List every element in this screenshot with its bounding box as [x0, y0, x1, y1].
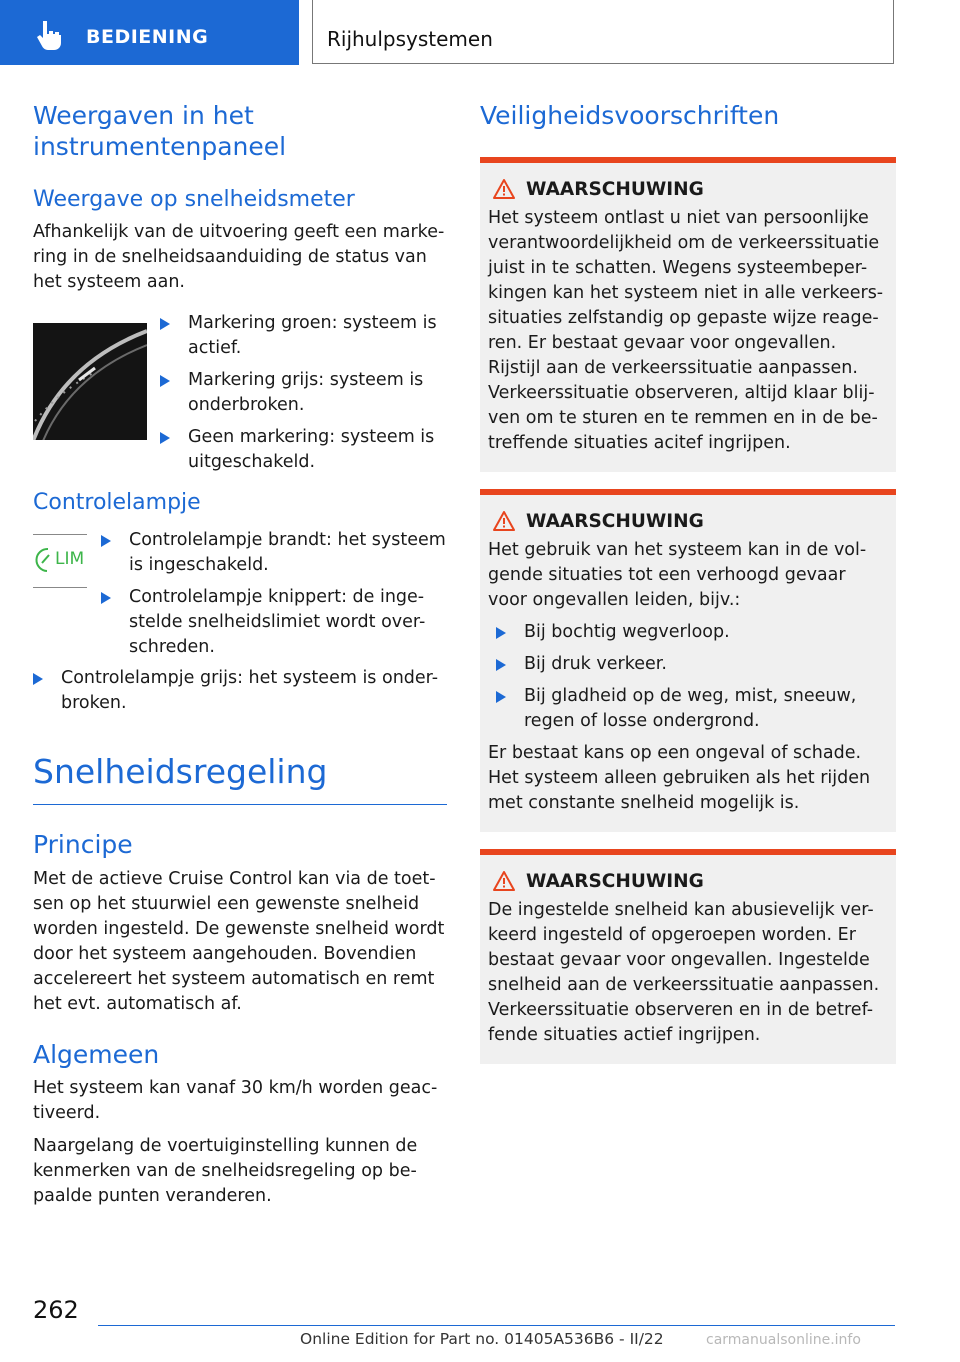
list-item: Controlelampje grijs: het systeem is onder- broken. — [33, 666, 447, 716]
lamp-label: LIM — [55, 549, 85, 569]
warning-text: De ingestelde snelheid kan abusievelijk ver- keerd ingesteld of opgeroepen worden. Er bestaat gevaar voor ongevallen. Ingestelde snelheid aan de verkeerssituatie aanpassen. Verkeerssituatie observeren en in de betref- fende situaties actief ingrijpen. — [488, 900, 880, 1045]
bullet-triangle-icon — [496, 627, 506, 639]
section-title: Rijhulpsystemen — [327, 27, 493, 51]
list-item: Bij bochtig wegverloop. — [496, 620, 888, 645]
bullet-triangle-icon — [101, 592, 111, 604]
speedometer-marking-icon — [33, 323, 147, 440]
bullet-triangle-icon — [496, 691, 506, 703]
warning-title: WAARSCHUWING — [488, 177, 888, 202]
hand-pointer-icon — [34, 16, 68, 50]
bullet-triangle-icon — [160, 375, 170, 387]
general-text-1: Het systeem kan vanaf 30 km/h worden geac- tiveerd. — [33, 1078, 438, 1123]
general-text-2: Naargelang de voertuiginstelling kunnen de kenmerken van de snelheidsregeling op be- paalde punten veranderen. — [33, 1136, 418, 1206]
list-item: Markering grijs: systeem is onderbroken. — [160, 368, 447, 418]
list-item: Bij druk verkeer. — [496, 652, 888, 677]
list-item: Controlelampje brandt: het systeem is ingeschakeld. — [101, 528, 447, 578]
speedometer-image — [33, 323, 147, 440]
heading-safety: Veiligheidsvoorschriften — [480, 101, 780, 130]
heading-speedometer: Weergave op snelheidsmeter — [33, 187, 355, 212]
warning-triangle-icon — [492, 178, 516, 200]
bullet-triangle-icon — [160, 318, 170, 330]
warning-title: WAARSCHUWING — [488, 509, 888, 534]
warning-triangle-icon — [492, 870, 516, 892]
heading-main: Snelheidsregeling — [33, 752, 328, 791]
warning-text: Het gebruik van het systeem kan in de vol- gende situaties tot een verhoogd gevaar voor ongevallen leiden, bijv.: — [488, 540, 867, 610]
watermark-text: carmanualsonline.info — [706, 1332, 861, 1348]
warning-text: Er bestaat kans op een ongeval of schade. Het systeem alleen gebruiken als het rijden met constante snelheid mogelijk is. — [488, 743, 871, 813]
heading-lamp: Controlelampje — [33, 490, 201, 515]
lamp-block — [33, 528, 447, 666]
left-column — [33, 100, 447, 1209]
bullet-triangle-icon — [33, 673, 43, 685]
warning-box — [480, 157, 896, 472]
chapter-tab[interactable] — [0, 0, 299, 65]
bullet-triangle-icon — [496, 659, 506, 671]
list-item: Markering groen: systeem is actief. — [160, 311, 447, 361]
heading-principle: Principe — [33, 830, 133, 859]
list-item: Geen markering: systeem is uitgeschakeld. — [160, 425, 447, 475]
section-tab[interactable] — [312, 0, 894, 64]
page-number: 262 — [33, 1296, 79, 1324]
warning-title: WAARSCHUWING — [488, 869, 888, 894]
edition-text: Online Edition for Part no. 01405A536B6 - II/22 — [300, 1330, 664, 1348]
speedometer-block — [33, 311, 447, 481]
speed-limiter-icon — [35, 547, 57, 573]
list-item: Bij gladheid op de weg, mist, sneeuw, regen of losse ondergrond. — [496, 684, 888, 734]
bullet-triangle-icon — [160, 432, 170, 444]
list-item: Controlelampje knippert: de inge- stelde snelheidslimiet wordt over- schreden. — [101, 585, 447, 660]
right-column — [480, 100, 896, 1064]
warning-text: Het systeem ontlast u niet van persoonlijke verantwoordelijkheid om de verkeerssituatie juist in te schatten. Wegens systeembeper- kingen kan het systeem niet in alle verkeers- situaties zelfstandig op gepaste wijze reage- ren. Er bestaat gevaar voor ongevallen. Rijstijl aan de verkeerssituatie aanpassen. Verkeerssituatie observeren, altijd klaar blij- ven om te sturen en te remmen en in de be- treffende situaties acitef ingrijpen. — [488, 208, 884, 453]
warning-triangle-icon — [492, 510, 516, 532]
bullet-triangle-icon — [101, 535, 111, 547]
warning-box — [480, 489, 896, 832]
lamp-indicator — [33, 534, 87, 588]
speedometer-text: Afhankelijk van de uitvoering geeft een marke- ring in de snelheidsaanduiding de status van het systeem aan. — [33, 222, 445, 292]
warning-box — [480, 849, 896, 1064]
speedometer-list — [160, 311, 447, 475]
chapter-title: BEDIENING — [86, 26, 209, 48]
heading-rule — [33, 804, 447, 805]
heading-general: Algemeen — [33, 1040, 160, 1069]
heading-displays: Weergaven in het instrumentenpaneel — [33, 101, 287, 161]
lamp-list — [101, 528, 447, 660]
footer-rule — [98, 1325, 895, 1326]
principle-text: Met de actieve Cruise Control kan via de toet- sen op het stuurwiel een gewenste snelheid worden ingesteld. De gewenste snelheid wordt door het systeem aangehouden. Bovendien accelereert het systeem automatisch en remt het evt. automatisch af. — [33, 869, 445, 1014]
